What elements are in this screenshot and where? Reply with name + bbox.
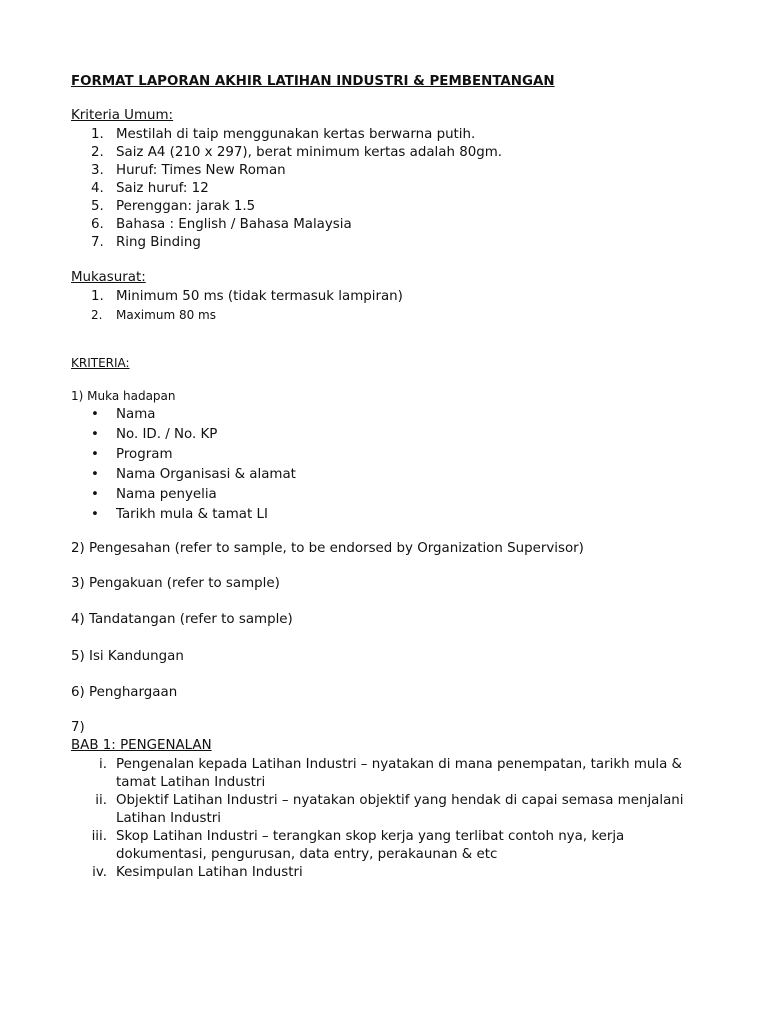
muka-hadapan-list xyxy=(71,405,296,525)
list-item: 1. Mestilah di taip menggunakan kertas berwarna putih. xyxy=(91,127,476,142)
item-7-label: 7) xyxy=(71,720,85,735)
mukasurat-heading: Mukasurat: xyxy=(71,270,146,285)
list-item: 6. Bahasa : English / Bahasa Malaysia xyxy=(91,217,352,232)
kriteria-umum-heading: Kriteria Umum: xyxy=(71,108,174,123)
document-title: FORMAT LAPORAN AKHIR LATIHAN INDUSTRI & PEMBENTANGAN xyxy=(71,74,555,89)
list-item: • Program xyxy=(71,445,296,465)
bab1-list xyxy=(71,756,716,882)
mukasurat-list xyxy=(71,288,403,324)
list-item: ii. Objektif Latihan Industri – nyatakan objektif yang hendak di capai semasa menjalani Latihan Industri xyxy=(95,793,684,826)
list-item: i. Pengenalan kepada Latihan Industri – nyatakan di mana penempatan, tarikh mula & tamat Latihan Industri xyxy=(99,757,682,790)
list-item: iii. Skop Latihan Industri – terangkan skop kerja yang terlibat contoh nya, kerja dokumentasi, pengurusan, data entry, perakaunan & etc xyxy=(91,829,625,862)
pengakuan-line: 3) Pengakuan (refer to sample) xyxy=(71,576,280,591)
list-item: • No. ID. / No. KP xyxy=(71,425,296,445)
list-item: • Nama xyxy=(71,405,296,425)
list-item: 5. Perenggan: jarak 1.5 xyxy=(91,199,256,214)
pengesahan-line: 2) Pengesahan (refer to sample, to be endorsed by Organization Supervisor) xyxy=(71,541,584,556)
bullet-icon: • xyxy=(91,427,99,442)
list-item: 2. Saiz A4 (210 x 297), berat minimum kertas adalah 80gm. xyxy=(91,145,503,160)
list-item: 7. Ring Binding xyxy=(91,235,201,250)
list-item: • Tarikh mula & tamat LI xyxy=(71,505,296,525)
list-item: 2. Maximum 80 ms xyxy=(91,308,216,322)
tandatangan-line: 4) Tandatangan (refer to sample) xyxy=(71,612,293,627)
bab1-heading: BAB 1: PENGENALAN xyxy=(71,738,212,753)
muka-hadapan-label: 1) Muka hadapan xyxy=(71,389,176,403)
list-item: iv. Kesimpulan Latihan Industri xyxy=(92,865,303,880)
bullet-icon: • xyxy=(91,487,99,502)
bullet-icon: • xyxy=(91,467,99,482)
bullet-icon: • xyxy=(91,447,99,462)
isi-kandungan-line: 5) Isi Kandungan xyxy=(71,649,184,664)
kriteria-heading: KRITERIA: xyxy=(71,356,130,370)
penghargaan-line: 6) Penghargaan xyxy=(71,685,178,700)
bullet-icon: • xyxy=(91,407,99,422)
list-item: 3. Huruf: Times New Roman xyxy=(91,163,286,178)
bullet-icon: • xyxy=(91,507,99,522)
list-item: 1. Minimum 50 ms (tidak termasuk lampiran) xyxy=(91,289,403,304)
kriteria-umum-list xyxy=(71,126,502,252)
list-item: • Nama Organisasi & alamat xyxy=(71,465,296,485)
list-item: • Nama penyelia xyxy=(71,485,296,505)
list-item: 4. Saiz huruf: 12 xyxy=(91,181,209,196)
